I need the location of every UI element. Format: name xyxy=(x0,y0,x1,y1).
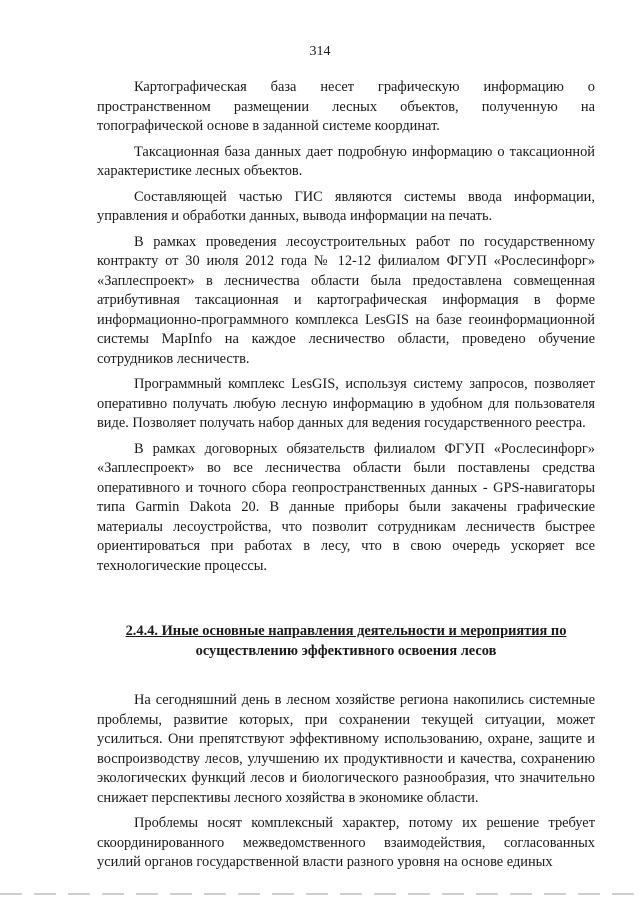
paragraph: Таксационная база данных дает подробную информацию о таксационной характеристике лесных объектов. xyxy=(97,143,595,179)
document-body xyxy=(97,78,595,879)
paragraph: На сегодняшний день в лесном хозяйстве региона накопились системные проблемы, развитие которых, при сохранении текущей ситуации, может усилиться. Они препятствуют эффективному использованию, охране, защите и воспроизводству лесов, улучшению их продуктивности и качества, сохранению экологических функций лесов и биологического разнообразия, что значительно снижает перспективы лесного хозяйства в экономике области. xyxy=(97,692,595,806)
section-heading-continuation: осуществлению эффективного освоения лесов xyxy=(195,642,497,659)
paragraph: Программный комплекс LesGIS, используя систему запросов, позволяет оперативно получать любую лесную информацию в удобном для пользователя виде. Позволяет получать набор данных для ведения государственного реестра. xyxy=(97,376,595,431)
paragraph: Составляющей частью ГИС являются системы ввода информации, управления и обработки данных, вывода информации на печать. xyxy=(97,188,595,224)
paragraph: В рамках договорных обязательств филиалом ФГУП «Рослесинфорг» «Заплеспроект» во все лесничества области были поставлены средства оперативного и точного сбора геопространственных данных - GPS-навигаторы типа Garmin Dakota 20. В данные приборы были закачены графические материалы лесоустройства, что позволит сотрудникам лесничеств быстрее ориентироваться при работах в лесу, что в свою очередь ускоряет все технологические процессы. xyxy=(97,440,595,574)
scan-edge-artifact xyxy=(0,893,640,895)
page-number: 314 xyxy=(309,44,331,59)
section-heading: 2.4.4. Иные основные направления деятельности и мероприятия по xyxy=(125,623,567,639)
paragraph: В рамках проведения лесоустроительных работ по государственному контракту от 30 июля 2012 года № 12-12 филиалом ФГУП «Рослесинфорг» «Заплеспроект» в лесничества области была предоставлена совмещенная атрибутивная таксационная и картографическая информация в форме информационно-программного комплекса LesGIS на базе геоинформационной системы MapInfo на каждое лесничество области, проведено обучение сотрудников лесничеств. xyxy=(97,233,595,367)
paragraph: Картографическая база несет графическую информацию о пространственном размещении лесных объектов, полученную на топографической основе в заданной системе координат. xyxy=(97,79,595,134)
paragraph: Проблемы носят комплексный характер, потому их решение требует скоординированного межведомственного взаимодействия, согласованных усилий органов государственной власти разного уровня на основе единых xyxy=(97,815,595,870)
